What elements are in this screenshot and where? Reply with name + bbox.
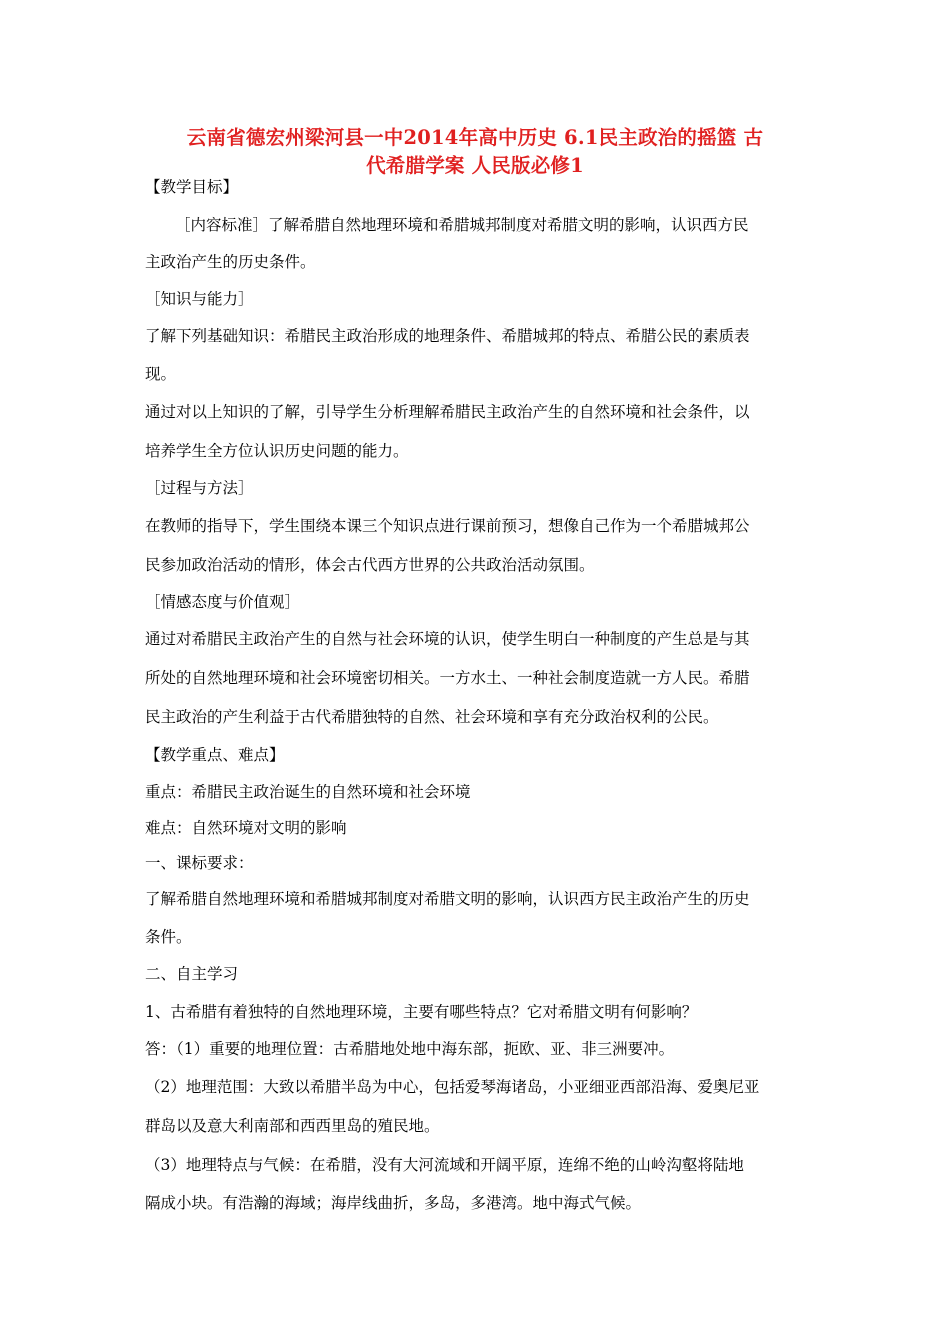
paragraph-line: 条件。	[145, 928, 192, 946]
paragraph-line: 在教师的指导下，学生围绕本课三个知识点进行课前预习，想像自己作为一个希腊城邦公	[145, 517, 750, 535]
paragraph-line: 重点：希腊民主政治诞生的自然环境和社会环境	[145, 783, 471, 801]
paragraph-line: 所处的自然地理环境和社会环境密切相关。一方水土、一种社会制度造就一方人民。希腊	[145, 669, 750, 687]
paragraph-line: 难点：自然环境对文明的影响	[145, 819, 347, 837]
paragraph-line: 民主政治的产生利益于古代希腊独特的自然、社会环境和享有充分政治权利的公民。	[145, 708, 719, 726]
title-line-1: 云南省德宏州梁河县一中2014年高中历史 6.1民主政治的摇篮 古	[186, 126, 764, 149]
paragraph-line: 民参加政治活动的情形，体会古代西方世界的公共政治活动氛围。	[145, 556, 595, 574]
paragraph-line: 通过对以上知识的了解，引导学生分析理解希腊民主政治产生的自然环境和社会条件，以	[145, 403, 750, 421]
question-line: 1、古希腊有着独特的自然地理环境，主要有哪些特点？它对希腊文明有何影响？	[145, 1003, 698, 1021]
answer-line: 答：（1）重要的地理位置：古希腊地处地中海东部，扼欧、亚、非三洲要冲。	[145, 1040, 675, 1058]
title-line-2: 代希腊学案 人民版必修1	[366, 154, 584, 177]
paragraph-line: 现。	[145, 365, 177, 383]
section-heading-key-points: 【教学重点、难点】	[145, 746, 285, 764]
section-heading-curriculum: 一、课标要求：	[145, 854, 254, 872]
answer-line: 隔成小块。有浩瀚的海域；海岸线曲折，多岛，多港湾。地中海式气候。	[145, 1194, 642, 1212]
answer-line: （3）地理特点与气候：在希腊，没有大河流域和开阔平原，连绵不绝的山岭沟壑将陆地	[145, 1156, 744, 1174]
paragraph-line: 了解希腊自然地理环境和希腊城邦制度对希腊文明的影响，认识西方民主政治产生的历史	[145, 890, 750, 908]
paragraph-line: 了解下列基础知识：希腊民主政治形成的地理条件、希腊城邦的特点、希腊公民的素质表	[145, 327, 750, 345]
subheading-emotion-values: ［情感态度与价值观］	[145, 593, 301, 611]
paragraph-line: 培养学生全方位认识历史问题的能力。	[145, 442, 409, 460]
answer-line: （2）地理范围：大致以希腊半岛为中心，包括爱琴海诸岛，小亚细亚西部沿海、爱奥尼亚	[145, 1078, 760, 1096]
subheading-knowledge-ability: ［知识与能力］	[145, 290, 254, 308]
section-heading-teaching-goals: 【教学目标】	[145, 178, 239, 196]
paragraph-line: 通过对希腊民主政治产生的自然与社会环境的认识，使学生明白一种制度的产生总是与其	[145, 630, 750, 648]
paragraph-line: ［内容标准］了解希腊自然地理环境和希腊城邦制度对希腊文明的影响，认识西方民	[175, 216, 749, 234]
document-title	[140, 124, 810, 180]
paragraph-line: 主政治产生的历史条件。	[145, 253, 316, 271]
subheading-process-method: ［过程与方法］	[145, 479, 254, 497]
answer-line: 群岛以及意大利南部和西西里岛的殖民地。	[145, 1117, 440, 1135]
section-heading-self-study: 二、自主学习	[145, 965, 239, 983]
